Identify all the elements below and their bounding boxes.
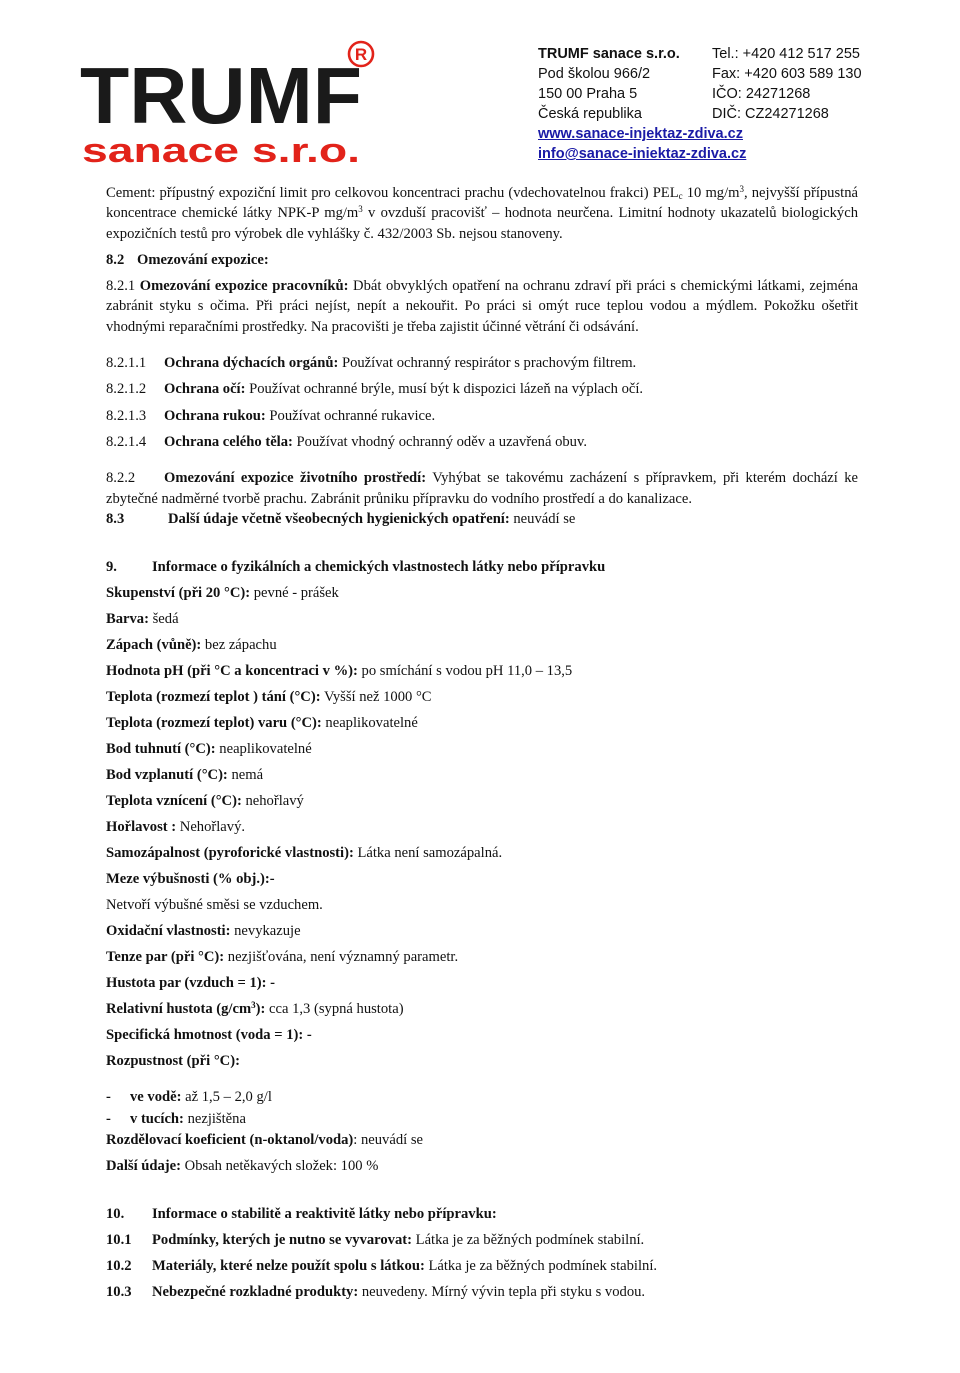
prop-ph: Hodnota pH (při °C a koncentraci v %): po smíchání s vodou pH 11,0 – 13,5 (106, 663, 573, 680)
prop-color: Barva: šedá (106, 611, 179, 628)
country: Česká republika (538, 106, 642, 122)
city: 150 00 Praha 5 (538, 86, 638, 102)
email-link[interactable]: info@sanace-iniektaz-zdiva.cz (538, 146, 747, 162)
prop-flash-point: Bod vzplanutí (°C): nemá (106, 767, 264, 784)
section-10-heading: 10. Informace o stabilitě a reaktivitě látky nebo přípravku: (106, 1206, 497, 1223)
prop-self-ignition: Samozápalnost (pyroforické vlastnosti): Látka není samozápalná. (106, 844, 503, 861)
section-10-1: 10.1 Podmínky, kterých je nutno se vyvarovat: Látka je za běžných podmínek stabilní. (106, 1232, 645, 1249)
cement-paragraph: Cement: přípustný expoziční limit pro celkovou koncentraci prachu (vdechovatelnou frakci) $PEL_c$ 10 $mg/m^3$, nejvyšší přípustná koncentrace chemické látky NPK-P $mg/m^3$ v ovzduší pracovišť – hodnota neurčena. Limitní hodnoty ukazatelů biologických expozičních testů pro výrobek dle vyhlášky č. 432/2003 Sb. nejsou stanoveny. (106, 184, 859, 242)
protection-hands: 8.2.1.3 Ochrana rukou: Používat ochranné rukavice. (106, 407, 436, 424)
company-name: TRUMF sanace s.r.o. (538, 46, 680, 62)
prop-solidification: Bod tuhnutí (°C): neaplikovatelné (106, 741, 312, 758)
section-10-3: 10.3 Nebezpečné rozkladné produkty: neuvedeny. Mírný vývin tepla při styku s vodou. (106, 1283, 646, 1300)
prop-vapor-pressure: Tenze par (při °C): nezjišťována, není významný parametr. (106, 948, 459, 965)
section-8-2-2: 8.2.2 Omezování expozice životního prostředí: Vyhýbat se takovému zacházení s přípravkem, při kterém dochází ke zbytečné nadměrné tvorbě prachu. Zabránit průniku přípravku do vodního prostředí a do kanalizace. (106, 470, 858, 507)
logo-sub-text: sanace s.r.o. (82, 132, 360, 168)
prop-vapor-density: Hustota par (vzduch = 1): - (106, 974, 275, 991)
prop-oxidizing: Oxidační vlastnosti: nevykazuje (106, 922, 301, 939)
logo-brand-text: TRUMF (80, 51, 362, 140)
prop-explosive-limits: Meze výbušnosti (% obj.):- (106, 870, 275, 887)
fax: Fax: +420 603 589 130 (712, 66, 862, 82)
document-body (106, 183, 858, 1302)
section-9-heading: 9. Informace o fyzikálních a chemických vlastnostech látky nebo přípravku (106, 559, 606, 576)
section-8-3: 8.3 Další údaje včetně všeobecných hygienických opatření: neuvádí se (106, 510, 576, 527)
section-8-2-heading: 8.2 Omezování expozice: (106, 251, 269, 268)
protection-eyes: 8.2.1.2 Ochrana očí: Používat ochranné brýle, musí být k dispozici lázeň na výplach očí. (106, 381, 644, 398)
prop-other-data: Další údaje: Obsah netěkavých složek: 100 % (106, 1157, 379, 1174)
contact-numbers-block (712, 44, 862, 124)
prop-ignition: Teplota vznícení (°C): nehořlavý (106, 793, 304, 810)
prop-state: Skupenství (při 20 °C): pevné - prášek (106, 585, 339, 602)
prop-relative-density: Relativní hustota $(g/cm^3)$: cca 1,3 (sypná hustota) (106, 999, 404, 1017)
prop-odor: Zápach (vůně): bez zápachu (106, 637, 277, 654)
prop-explosive-note: Netvoří výbušné směsi se vzduchem. (106, 896, 323, 913)
phone: Tel.: +420 412 517 255 (712, 46, 860, 62)
protection-body: 8.2.1.4 Ochrana celého těla: Používat vhodný ochranný oděv a uzavřená obuv. (106, 433, 587, 450)
prop-melting: Teplota (rozmezí teplot ) tání (°C): Vyšší než 1000 °C (106, 689, 432, 706)
solubility-fats: - v tucích: nezjištěna (106, 1111, 246, 1128)
dic: DIČ: CZ24271268 (712, 106, 829, 122)
solubility-water: - ve vodě: až 1,5 – 2,0 g/l (106, 1089, 272, 1106)
company-logo (78, 38, 398, 168)
website-link[interactable]: www.sanace-injektaz-zdiva.cz (538, 126, 743, 142)
ico: IČO: 24271268 (712, 86, 811, 102)
prop-specific-gravity: Specifická hmotnost (voda = 1): - (106, 1026, 312, 1043)
registered-mark-letter: R (354, 45, 368, 64)
protection-respiratory: 8.2.1.1 Ochrana dýchacích orgánů: Používat ochranný respirátor s prachovým filtrem. (106, 355, 637, 372)
prop-solubility: Rozpustnost (při °C): (106, 1052, 240, 1069)
street: Pod školou 966/2 (538, 66, 651, 82)
prop-flammability: Hořlavost : Nehořlavý. (106, 819, 246, 835)
section-10-2: 10.2 Materiály, které nelze použít spolu s látkou: Látka je za běžných podmínek stabilní. (106, 1258, 658, 1274)
prop-boiling: Teplota (rozmezí teplot) varu (°C): neaplikovatelné (106, 715, 418, 732)
prop-partition-coefficient: Rozdělovací koeficient (n-oktanol/voda): neuvádí se (106, 1131, 423, 1148)
section-8-2-1: 8.2.1 Omezování expozice pracovníků: Dbát obvyklých opatření na ochranu zdraví při práci s chemickými látkami, zejména zabránit styku s očima. Při práci nejíst, nepít a nekouřit. Po práci si omýt ruce teplou vodou a mýdlem. Pokožku ošetřit vhodnými reparačními prostředky. Na pracovišti je třeba zajistit účinné větrání či odsávání. (106, 278, 858, 335)
